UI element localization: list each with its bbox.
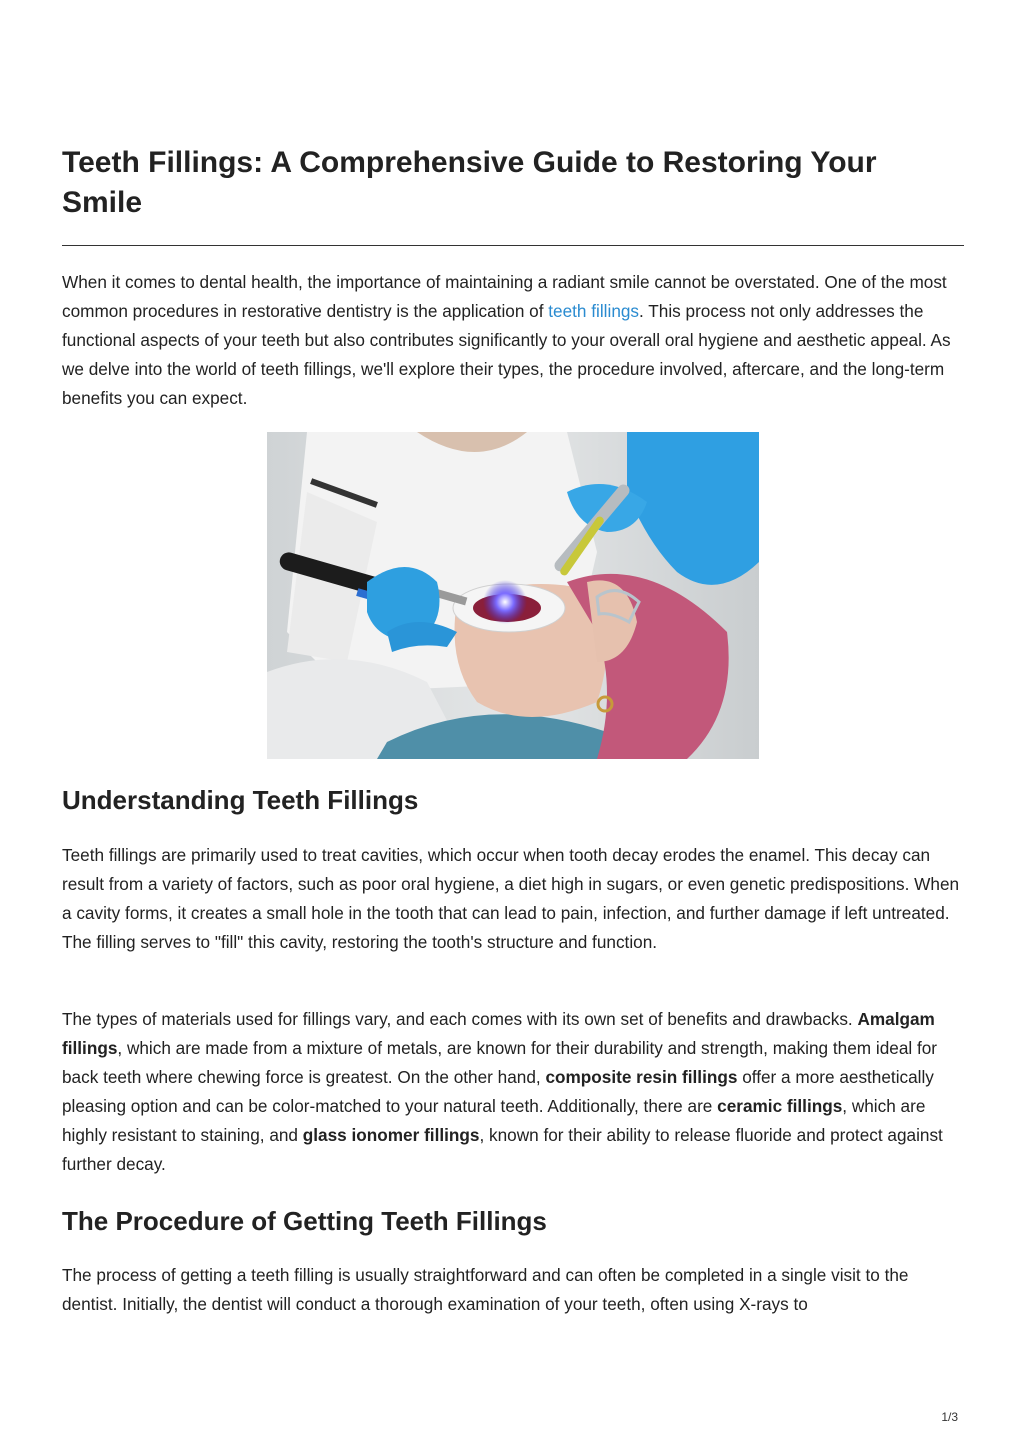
procedure-paragraph-1: The process of getting a teeth filling is usually straightforward and can often be completed in a single visit to the dentist. Initially, the dentist will conduct a thorough examination of your teeth, often using X-rays to [62,1265,909,1314]
p2-text-2: , which are made from a mixture of metals, are known for their durability and strength, making them ideal for back teeth where chewing force is greatest. On the other hand, [62,1038,938,1087]
intro-text-before: When it comes to dental health, the importance of maintaining a radiant smile cannot be overstated. One of the most common procedures in restorative dentistry is the application of [62,272,947,321]
teeth-fillings-link[interactable]: teeth fillings [548,301,640,321]
section-heading-understanding: Understanding Teeth Fillings [62,785,419,815]
intro-paragraph [62,268,967,413]
understanding-paragraph-2 [62,1005,967,1179]
p2-text-1: The types of materials used for fillings vary, and each comes with its own set of benefits and drawbacks. [62,1009,858,1029]
amalgam-fillings-term: Amalgam fillings [62,1009,935,1058]
ceramic-fillings-term: ceramic fillings [717,1096,843,1116]
section-heading-procedure: The Procedure of Getting Teeth Fillings [62,1206,547,1236]
intro-text-after: . This process not only addresses the functional aspects of your teeth but also contributes significantly to your overall oral hygiene and aesthetic appeal. As we delve into the world of teeth fillings, we'll explore their types, the procedure involved, aftercare, and the long-term benefits you can expect. [62,301,951,408]
p2-text-4: , which are highly resistant to staining, and [62,1096,926,1145]
page-title: Teeth Fillings: A Comprehensive Guide to Restoring Your Smile [62,146,877,219]
dental-procedure-photo [267,432,759,759]
page-number: 1/3 [941,1410,958,1424]
title-divider [62,245,964,246]
p2-text-5: , known for their ability to release fluoride and protect against further decay. [62,1125,943,1174]
understanding-paragraph-1: Teeth fillings are primarily used to treat cavities, which occur when tooth decay erodes the enamel. This decay can result from a variety of factors, such as poor oral hygiene, a diet high in sugars, or even genetic predispositions. When a cavity forms, it creates a small hole in the tooth that can lead to pain, infection, and further damage if left untreated. The filling serves to "fill" this cavity, restoring the tooth's structure and function. [62,845,960,952]
p2-text-3: offer a more aesthetically pleasing option and can be color-matched to your natural teeth. Additionally, there are [62,1067,934,1116]
composite-resin-fillings-term: composite resin fillings [545,1067,738,1087]
glass-ionomer-fillings-term: glass ionomer fillings [302,1125,480,1145]
